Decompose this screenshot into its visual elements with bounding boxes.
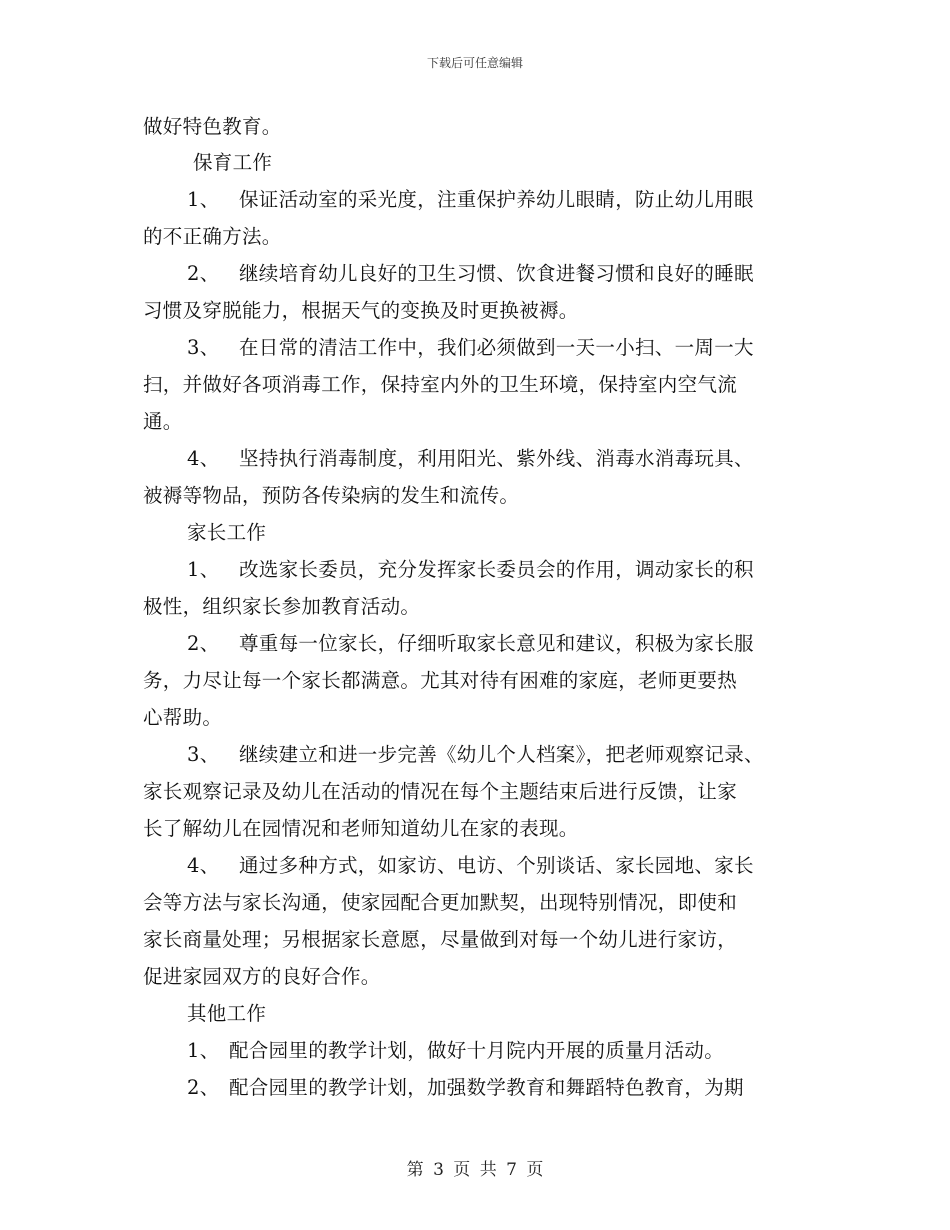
section-heading-care: 保育工作 xyxy=(193,151,273,174)
list-item xyxy=(187,188,754,212)
page-header: 下载后可任意编辑 xyxy=(426,56,523,70)
list-number: 4、 xyxy=(187,447,220,470)
text-line: 习惯及穿脱能力，根据天气的变换及时更换被褥。 xyxy=(143,299,579,322)
text-line: 长了解幼儿在园情况和老师知道幼儿在家的表现。 xyxy=(143,817,579,840)
text-line: 务，力尽让每一个家长都满意。尤其对待有困难的家庭，老师更要热 xyxy=(143,669,738,692)
section-heading-other: 其他工作 xyxy=(187,1002,267,1025)
list-text: 坚持执行消毒制度，利用阳光、紫外线、消毒水消毒玩具、 xyxy=(239,447,754,470)
list-number: 2、 xyxy=(187,632,220,655)
list-item xyxy=(187,743,764,767)
list-text: 在日常的清洁工作中，我们必须做到一天一小扫、一周一大 xyxy=(239,336,754,359)
page-footer: 第 3 页 共 7 页 xyxy=(406,1160,544,1180)
list-text: 配合园里的教学计划，做好十月院内开展的质量月活动。 xyxy=(229,1039,725,1062)
text-line: 做好特色教育。 xyxy=(143,115,282,138)
text-line: 家长观察记录及幼儿在活动的情况在每个主题结束后进行反馈，让家 xyxy=(143,780,738,803)
list-item xyxy=(187,262,754,286)
list-number: 2、 xyxy=(187,1076,220,1099)
list-number: 1、 xyxy=(187,1039,220,1062)
list-item xyxy=(187,336,754,360)
list-number: 1、 xyxy=(187,558,220,581)
list-number: 3、 xyxy=(187,743,220,766)
list-number: 3、 xyxy=(187,336,220,359)
text-line: 极性，组织家长参加教育活动。 xyxy=(143,595,421,618)
list-number: 4、 xyxy=(187,854,220,877)
list-text: 继续培育幼儿良好的卫生习惯、饮食进餐习惯和良好的睡眠 xyxy=(239,262,754,285)
list-item xyxy=(187,632,754,656)
list-text: 改选家长委员，充分发挥家长委员会的作用，调动家长的积 xyxy=(239,558,754,581)
section-heading-parents: 家长工作 xyxy=(187,521,267,544)
text-line: 会等方法与家长沟通，使家园配合更加默契，出现特别情况，即使和 xyxy=(143,891,738,914)
text-line: 通。 xyxy=(143,410,183,433)
text-line: 家长商量处理；另根据家长意愿，尽量做到对每一个幼儿进行家访， xyxy=(143,928,738,951)
text-line: 促进家园双方的良好合作。 xyxy=(143,965,381,988)
list-text: 继续建立和进一步完善《幼儿个人档案》，把老师观察记录、 xyxy=(239,743,764,766)
list-item xyxy=(187,558,754,582)
text-line: 被褥等物品，预防各传染病的发生和流传。 xyxy=(143,484,520,507)
text-line: 的不正确方法。 xyxy=(143,225,282,248)
list-text: 保证活动室的采光度，注重保护养幼儿眼睛，防止幼儿用眼 xyxy=(239,188,754,211)
list-text: 通过多种方式，如家访、电访、个别谈话、家长园地、家长 xyxy=(239,854,754,877)
text-line: 扫，并做好各项消毒工作，保持室内外的卫生环境，保持室内空气流 xyxy=(143,373,738,396)
list-item xyxy=(187,1076,744,1100)
list-item xyxy=(187,1039,724,1063)
list-number: 1、 xyxy=(187,188,220,211)
text-line: 心帮助。 xyxy=(143,706,223,729)
list-text: 尊重每一位家长，仔细听取家长意见和建议，积极为家长服 xyxy=(239,632,754,655)
list-item xyxy=(187,447,754,471)
list-text: 配合园里的教学计划，加强数学教育和舞蹈特色教育，为期 xyxy=(229,1076,744,1099)
list-number: 2、 xyxy=(187,262,220,285)
list-item xyxy=(187,854,754,878)
